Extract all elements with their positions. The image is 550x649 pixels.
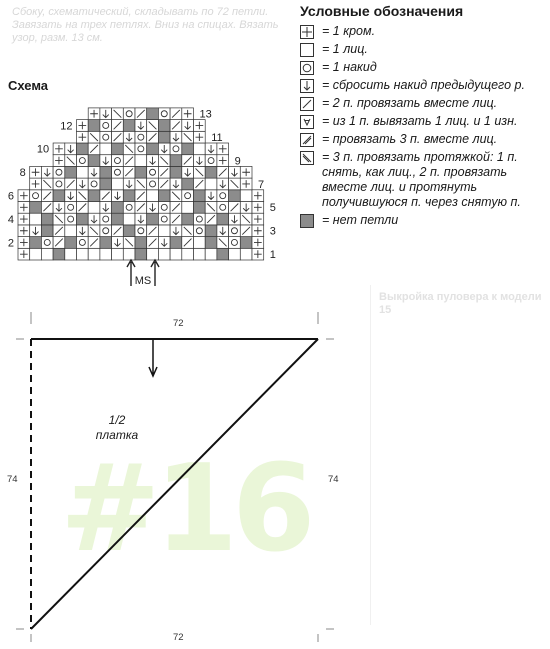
chart-cell xyxy=(229,248,241,260)
chart-cell xyxy=(205,248,217,260)
yarn-over-icon xyxy=(300,61,314,75)
chart-cell xyxy=(123,108,135,120)
repeat-marker xyxy=(127,260,159,287)
chart-cell xyxy=(147,143,159,155)
row-number-right: 5 xyxy=(269,202,276,215)
chart-cell xyxy=(170,143,182,155)
chart-cell xyxy=(123,213,135,225)
chart-cell xyxy=(135,166,147,178)
row-number-left: 8 xyxy=(19,167,26,180)
row-number-left: 12 xyxy=(60,120,73,133)
legend-text: = нет петли xyxy=(322,213,399,227)
chart-cell xyxy=(217,248,229,260)
chart-cell xyxy=(158,225,170,237)
chart-cell xyxy=(100,213,112,225)
chart-cell xyxy=(170,237,182,249)
chart-cell xyxy=(53,190,65,202)
shawl-diagonal-edge xyxy=(31,339,318,629)
legend-item-sk2p xyxy=(300,150,550,210)
chart-cell xyxy=(100,178,112,190)
chart-cell xyxy=(30,237,42,249)
chart-cell xyxy=(135,248,147,260)
chart-cell xyxy=(30,202,42,214)
row-number-right: 1 xyxy=(269,249,276,261)
chart-cell xyxy=(65,237,77,249)
legend-item-k2tog xyxy=(300,96,550,111)
chart-cell xyxy=(65,225,77,237)
edge-stitch-icon xyxy=(300,25,314,39)
legend-item-knit xyxy=(300,42,550,57)
chart-cell xyxy=(170,248,182,260)
half-shawl-label: 1/2 платка xyxy=(95,413,139,442)
chart-cell xyxy=(158,213,170,225)
chart-cell xyxy=(147,190,159,202)
dimension-ticks xyxy=(16,312,334,642)
chart-cell xyxy=(30,248,42,260)
chart-cell xyxy=(77,237,89,249)
left-dimension: 74 xyxy=(7,474,18,485)
chart-cell xyxy=(88,155,100,167)
row-number-right: 3 xyxy=(269,225,276,238)
chart-cell xyxy=(88,178,100,190)
chart-cell xyxy=(217,213,229,225)
chart-cell xyxy=(41,248,53,260)
chart-cell xyxy=(53,248,65,260)
chart-cell xyxy=(41,213,53,225)
legend-text: = из 1 п. вывязать 1 лиц. и 1 изн. xyxy=(322,114,518,128)
chart-cell xyxy=(158,120,170,132)
chart-cell xyxy=(205,155,217,167)
chart-cell xyxy=(100,248,112,260)
chart-cell xyxy=(77,155,89,167)
chart-cell xyxy=(41,237,53,249)
chart-cell xyxy=(135,155,147,167)
chart-cell xyxy=(112,213,124,225)
chart-cell xyxy=(65,213,77,225)
knitting-chart xyxy=(0,90,300,290)
chart-cell xyxy=(194,225,206,237)
legend-text: = 3 п. провязать протяжкой: 1 п. снять, как лиц., 2 п. провязать вместе лиц. и протянуть получившуюся п. через снятую п. xyxy=(322,150,521,209)
chart-cell xyxy=(41,225,53,237)
row-number-right: 11 xyxy=(211,132,223,144)
chart-cell xyxy=(135,143,147,155)
chart-cell xyxy=(88,248,100,260)
chart-cell xyxy=(77,143,89,155)
chart-cell xyxy=(229,237,241,249)
row-number-left: 6 xyxy=(7,190,14,203)
sk2p-icon xyxy=(300,151,314,165)
chart-cell xyxy=(240,190,252,202)
no-stitch-icon xyxy=(300,214,314,228)
legend-text: = провязать 3 п. вместе лиц. xyxy=(322,132,498,146)
chart-cell xyxy=(112,178,124,190)
chart-cell xyxy=(112,166,124,178)
chart-cell xyxy=(170,155,182,167)
chart-cell xyxy=(100,143,112,155)
chart-cell xyxy=(158,108,170,120)
chart-cell xyxy=(53,178,65,190)
row-number-left: 10 xyxy=(36,143,50,156)
knit-icon xyxy=(300,43,314,57)
row-number-right: 13 xyxy=(199,108,212,121)
chart-cell xyxy=(123,202,135,214)
chart-cell xyxy=(112,155,124,167)
chart-cell xyxy=(194,248,206,260)
chart-grid xyxy=(18,108,264,260)
row-number-left: 2 xyxy=(7,237,14,250)
repeat-label: MS xyxy=(134,275,152,287)
chart-cell xyxy=(100,166,112,178)
chart-cell xyxy=(194,202,206,214)
chart-cell xyxy=(205,178,217,190)
watermark: #16 xyxy=(60,440,310,579)
chart-cell xyxy=(112,202,124,214)
legend-item-yarn-over xyxy=(300,60,550,75)
row-number-right: 7 xyxy=(258,178,265,191)
k1-p1-from-one-icon xyxy=(300,115,314,129)
legend-text: = сбросить накид предыдущего р. xyxy=(322,78,525,92)
legend-item-k3tog xyxy=(300,132,550,147)
chart-cell xyxy=(182,248,194,260)
right-dimension: 74 xyxy=(328,474,339,485)
chart-cell xyxy=(77,213,89,225)
row-number-left: 4 xyxy=(7,213,14,226)
chart-cell xyxy=(205,237,217,249)
chart-cell xyxy=(194,190,206,202)
chart-cell xyxy=(123,225,135,237)
chart-cell xyxy=(147,166,159,178)
chart-cell xyxy=(182,213,194,225)
chart-cell xyxy=(147,248,159,260)
chart-cell xyxy=(147,213,159,225)
chart-cell xyxy=(205,225,217,237)
chart-cell xyxy=(100,237,112,249)
chart-cell xyxy=(135,237,147,249)
chart-cell xyxy=(194,237,206,249)
faded-background-text: Сбоку, схематический, складывать по 72 петли. Завязать на трех петлях. Вниз на спицах. Вязать узор, разм. 13 см. xyxy=(12,6,279,44)
legend-item-drop xyxy=(300,78,550,93)
chart-cell xyxy=(240,237,252,249)
chart-cell xyxy=(30,190,42,202)
chart-cell xyxy=(158,248,170,260)
legend-item-edge xyxy=(300,24,550,39)
chart-cell xyxy=(77,248,89,260)
chart-cell xyxy=(53,166,65,178)
chart-cell xyxy=(229,225,241,237)
chart-cell xyxy=(88,190,100,202)
legend-title: Условные обозначения xyxy=(300,3,464,19)
chart-cell xyxy=(158,131,170,143)
schema-title: Схема xyxy=(8,78,49,93)
k3tog-icon xyxy=(300,133,314,147)
bottom-dimension: 72 xyxy=(173,632,184,643)
legend-item-k1p1 xyxy=(300,114,550,129)
chart-cell xyxy=(100,225,112,237)
faded-panel-title: Выкройка пуловера к модели 15 xyxy=(379,291,542,316)
legend-item-no-stitch xyxy=(300,213,550,228)
chart-cell xyxy=(217,202,229,214)
chart-cell xyxy=(65,202,77,214)
chart-cell xyxy=(88,120,100,132)
knitting-direction-arrow-icon xyxy=(149,339,157,376)
chart-cell xyxy=(182,190,194,202)
chart-cell xyxy=(123,190,135,202)
chart-cell xyxy=(30,213,42,225)
chart-cell xyxy=(100,131,112,143)
chart-cell xyxy=(170,166,182,178)
chart-cell xyxy=(123,120,135,132)
legend xyxy=(300,24,550,231)
shawl-diagram xyxy=(0,290,360,649)
chart-cell xyxy=(100,120,112,132)
chart-cell xyxy=(147,108,159,120)
chart-cell xyxy=(205,166,217,178)
faded-pullover-panel xyxy=(370,285,546,625)
legend-text: = 2 п. провязать вместе лиц. xyxy=(322,96,498,110)
legend-text: = 1 кром. xyxy=(322,24,376,38)
chart-cell xyxy=(182,143,194,155)
chart-cell xyxy=(135,131,147,143)
chart-cell xyxy=(194,213,206,225)
chart-cell xyxy=(88,202,100,214)
chart-cell xyxy=(112,143,124,155)
legend-text: = 1 лиц. xyxy=(322,42,368,56)
chart-cell xyxy=(112,248,124,260)
chart-cell xyxy=(77,166,89,178)
chart-cell xyxy=(229,190,241,202)
chart-cell xyxy=(182,202,194,214)
legend-text: = 1 накид xyxy=(322,60,377,74)
chart-cell xyxy=(123,248,135,260)
chart-cell xyxy=(217,190,229,202)
row-number-right: 9 xyxy=(234,155,241,168)
chart-cell xyxy=(182,178,194,190)
chart-cell xyxy=(240,248,252,260)
chart-cell xyxy=(65,248,77,260)
chart-cell xyxy=(158,202,170,214)
chart-cell xyxy=(147,178,159,190)
top-dimension: 72 xyxy=(173,318,184,329)
right-repeat-arrow-icon xyxy=(151,260,159,286)
chart-cell xyxy=(135,225,147,237)
chart-cell xyxy=(194,143,206,155)
chart-cell xyxy=(158,190,170,202)
k2tog-icon xyxy=(300,97,314,111)
drop-yarn-over-icon xyxy=(300,79,314,93)
chart-cell xyxy=(65,166,77,178)
